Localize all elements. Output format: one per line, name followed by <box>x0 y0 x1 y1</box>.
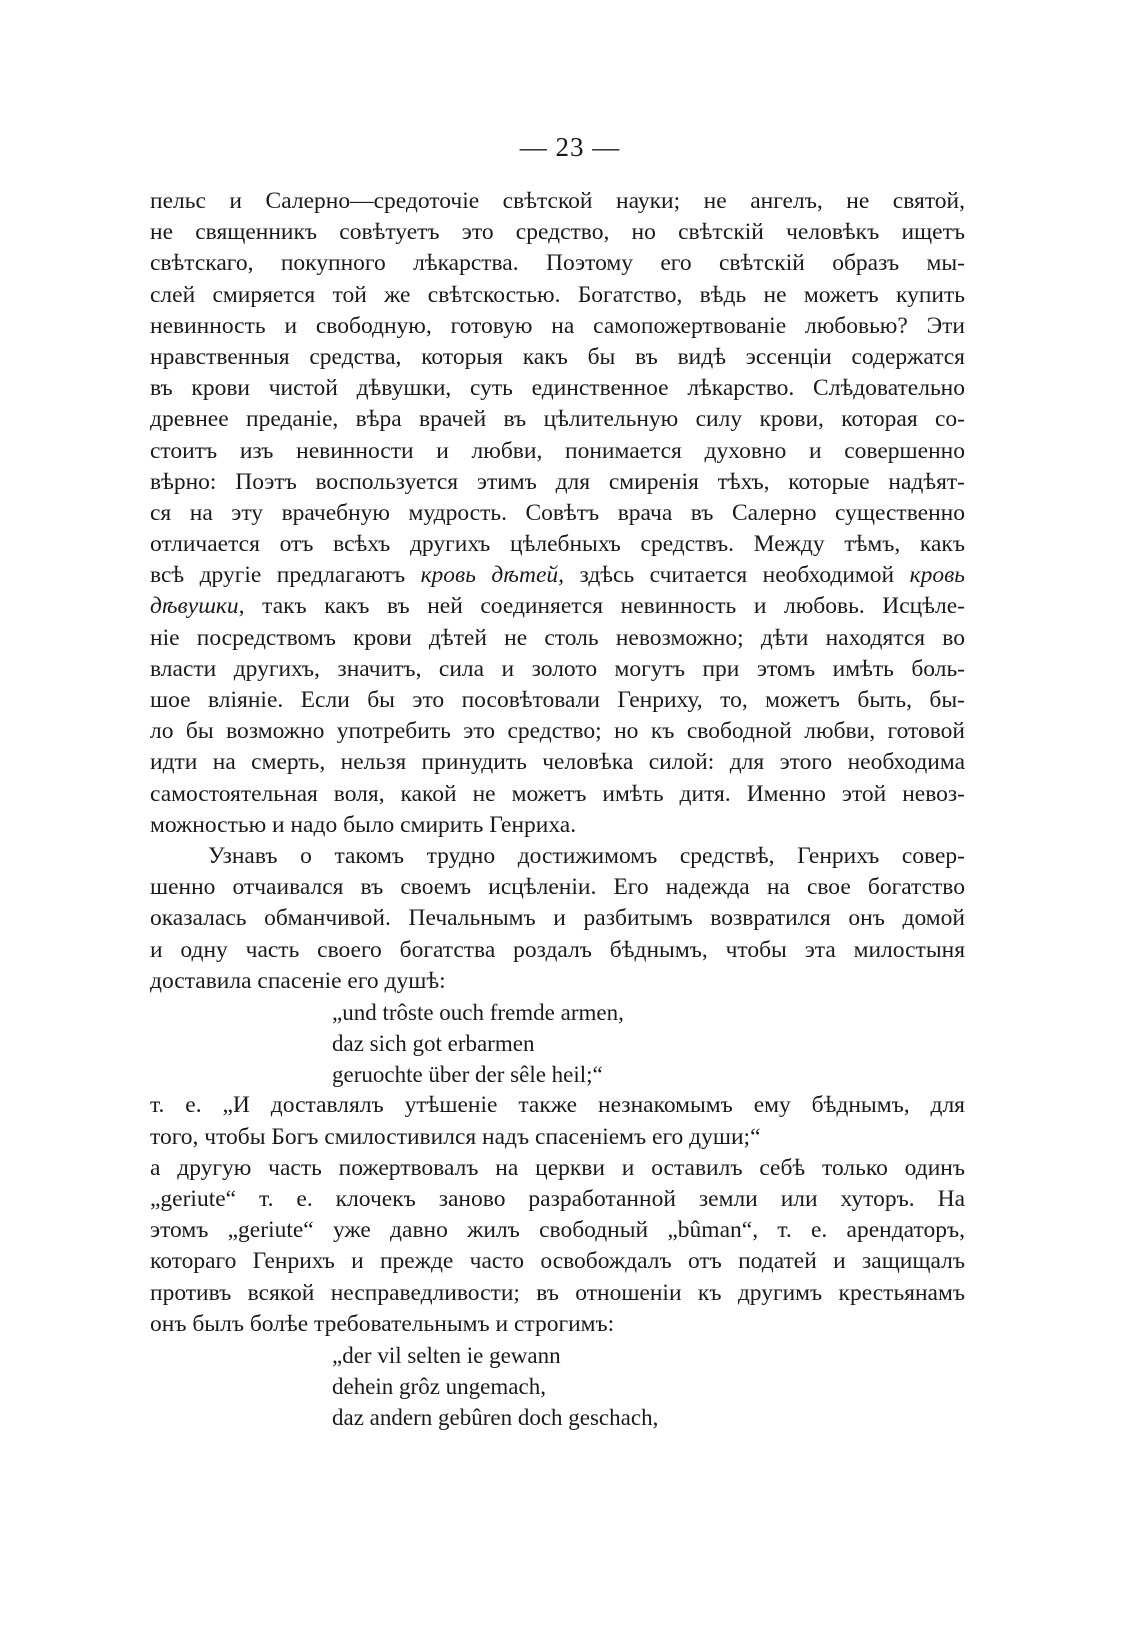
text-line: не священникъ совѣтуетъ это средство, но свѣтскій человѣкъ ищетъ <box>150 219 965 246</box>
page-number: — 23 — <box>519 132 621 162</box>
text-line: оказалась обманчивой. Печальнымъ и разбитымъ возвратился онъ домой <box>150 905 965 932</box>
text-line: ніе посредствомъ крови дѣтей не столь невозможно; дѣти находятся во <box>150 624 965 651</box>
body-text <box>150 186 965 1434</box>
text-line: самостоятельная воля, какой не можетъ имѣть дитя. Именно этой невоз- <box>150 780 965 807</box>
text-line: шенно отчаивался въ своемъ исцѣленіи. Его надежда на свое богатство <box>150 874 965 901</box>
text-line: пельс и Салерно—средоточіе свѣтской науки; не ангелъ, не святой, <box>150 188 965 214</box>
italic-phrase: дѣвушки, <box>150 593 245 620</box>
text-line: стоитъ изъ невинности и любви, понимается духовно и совершенно <box>150 437 965 464</box>
text-line: т. е. „И доставлялъ утѣшеніе также незнакомымъ ему бѣднымъ, для <box>150 1092 965 1119</box>
verse-line: geruochte über der sêle heil;“ <box>332 1062 603 1088</box>
text-line: шое вліяніе. Если бы это посовѣтовали Генриху, то, можетъ быть, бы- <box>150 687 965 713</box>
text-line: ло бы возможно употребить это средство; но къ свободной любви, готовой <box>150 718 965 745</box>
text-line: невинность и свободную, готовую на самопожертвованіе любовью? Эти <box>150 312 965 339</box>
text-line: противъ всякой несправедливости; въ отношеніи къ другимъ крестьянамъ <box>150 1279 965 1306</box>
verse-line: daz sich got erbarmen <box>332 1031 535 1057</box>
text-line: доставила спасеніе его душѣ: <box>150 967 446 994</box>
text-segment: такъ какъ въ ней соединяется невинность и любовь. Исцѣле- <box>244 593 965 620</box>
text-line: вѣрно: Поэтъ воспользуется этимъ для смиренія тѣхъ, которые надѣят- <box>150 468 965 495</box>
text-line: идти на смерть, нельзя принудить человѣка силой: для этого необходима <box>150 749 965 776</box>
italic-phrase: кровь дѣтей, <box>420 562 564 589</box>
text-line: отличается отъ всѣхъ другихъ цѣлебныхъ средствъ. Между тѣмъ, какъ <box>150 531 965 558</box>
verse-line: „und trôste ouch fremde armen, <box>332 999 624 1025</box>
paragraph-first-line: Узнавъ о такомъ трудно достижимомъ средствѣ, Генрихъ совер- <box>208 842 965 869</box>
text-line: котораго Генрихъ и прежде часто освобождалъ отъ податей и защищалъ <box>150 1248 965 1275</box>
text-line: въ крови чистой дѣвушки, суть единственное лѣкарство. Слѣдовательно <box>150 375 965 402</box>
verse-line: dehein grôz ungemach, <box>332 1374 546 1400</box>
italic-phrase: кровь <box>909 562 965 589</box>
text-line: и одну часть своего богатства роздалъ бѣднымъ, чтобы эта милостыня <box>150 936 965 963</box>
text-line: древнее преданіе, вѣра врачей въ цѣлительную силу крови, которая со- <box>150 406 965 433</box>
text-line: этомъ „geriute“ уже давно жилъ свободный „bûman“, т. е. арендаторъ, <box>150 1217 965 1244</box>
text-line: можностью и надо было смирить Генриха. <box>150 811 577 838</box>
text-line: слей смиряется той же свѣтскостью. Богатство, вѣдь не можетъ купить <box>150 281 965 308</box>
text-line: нравственныя средства, которыя какъ бы въ видѣ эссенціи содержатся <box>150 343 965 370</box>
text-line: а другую часть пожертвовалъ на церкви и оставилъ себѣ только одинъ <box>150 1154 965 1181</box>
text-line-with-italic <box>150 591 965 622</box>
text-line: власти другихъ, значитъ, сила и золото могутъ при этомъ имѣть боль- <box>150 655 965 682</box>
verse-line: daz andern gebûren doch geschach, <box>332 1405 659 1431</box>
text-line: свѣтскаго, покупного лѣкарства. Поэтому его свѣтскій образъ мы- <box>150 250 965 277</box>
text-line: „geriute“ т. е. клочекъ заново разработанной земли или хуторъ. На <box>150 1186 965 1212</box>
text-segment: всѣ другіе предлагаютъ <box>150 562 421 589</box>
text-line: ся на эту врачебную мудрость. Совѣтъ врача въ Салерно существенно <box>150 499 965 526</box>
text-line-with-italic <box>150 560 965 591</box>
text-line: онъ былъ болѣе требовательнымъ и строгимъ: <box>150 1310 615 1337</box>
verse-line: „der vil selten ie gewann <box>332 1342 561 1368</box>
text-line: того, чтобы Богъ смилостивился надъ спасеніемъ его души;“ <box>150 1123 761 1150</box>
text-segment: здѣсь считается необходимой <box>564 562 910 589</box>
